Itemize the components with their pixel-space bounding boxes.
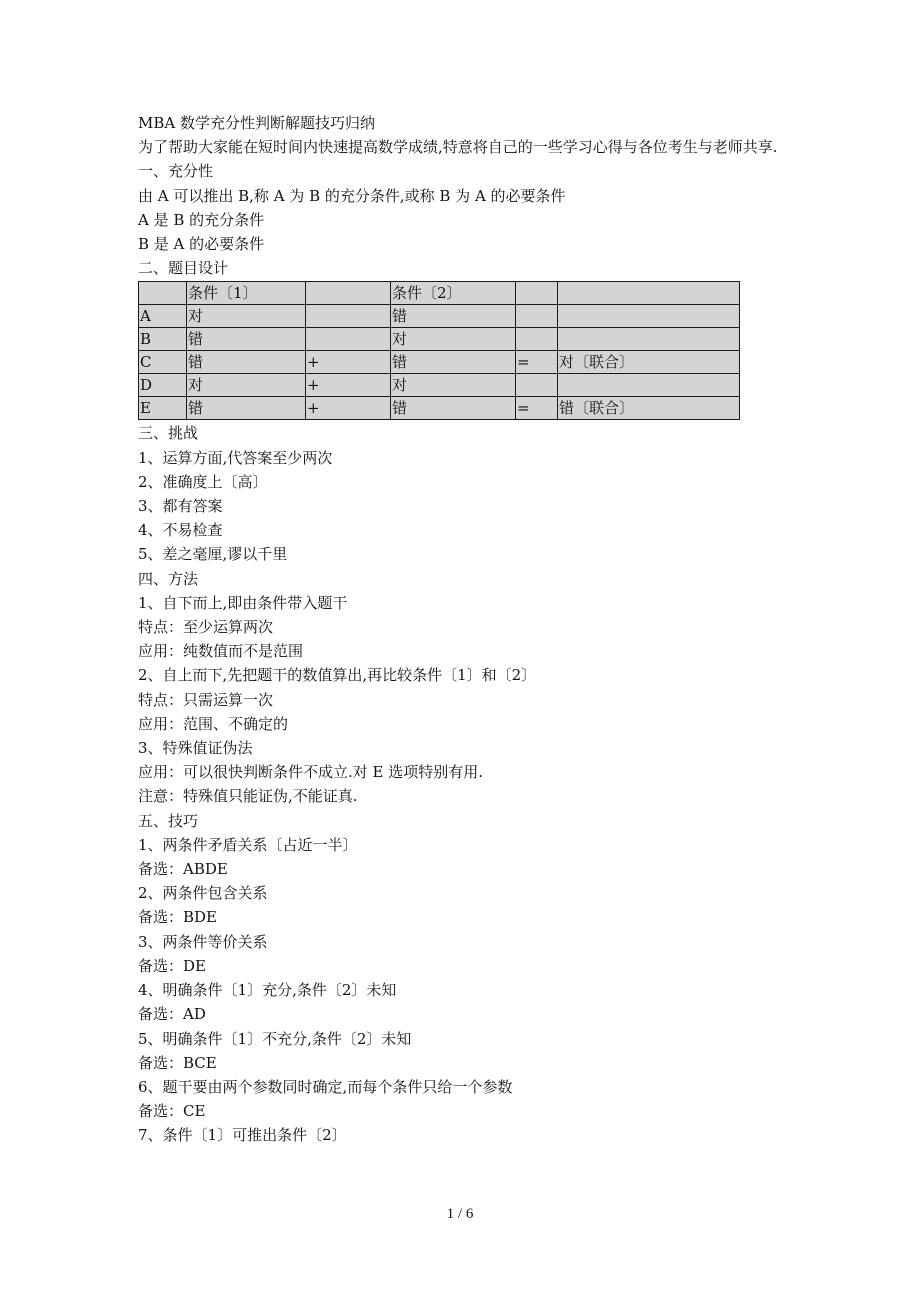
conditions-table xyxy=(138,281,740,420)
text-line: 5、明确条件〔1〕不充分,条件〔2〕未知 xyxy=(138,1029,412,1048)
section-after-table xyxy=(138,421,788,1147)
table-cell: 错 xyxy=(391,305,516,328)
table-cell xyxy=(558,305,740,328)
table-cell: 条件〔2〕 xyxy=(391,282,516,305)
table-cell xyxy=(306,328,391,351)
table-cell: 对 xyxy=(187,305,306,328)
text-line: 备选：BCE xyxy=(138,1053,217,1072)
document-title: MBA 数学充分性判断解题技巧归纳 xyxy=(138,114,375,132)
table-cell: 错 xyxy=(187,351,306,374)
text-line: 7、条件〔1〕可推出条件〔2〕 xyxy=(138,1126,347,1145)
text-line: 一、充分性 xyxy=(138,162,214,181)
text-line: 五、技巧 xyxy=(138,811,199,830)
text-line: 备选：AD xyxy=(138,1005,206,1024)
table-cell xyxy=(306,305,391,328)
text-line: 备选：CE xyxy=(138,1102,206,1121)
text-line: 1、运算方面,代答案至少两次 xyxy=(138,448,333,467)
table-cell: B xyxy=(139,328,187,351)
text-line: 1、两条件矛盾关系〔占近一半〕 xyxy=(138,835,358,854)
table-cell: = xyxy=(516,397,558,420)
text-line: 4、不易检查 xyxy=(138,521,223,540)
text-line: 三、挑战 xyxy=(138,424,199,443)
table-cell: + xyxy=(306,397,391,420)
document-body xyxy=(138,111,788,1148)
table-cell xyxy=(516,305,558,328)
table-cell xyxy=(558,282,740,305)
text-line: 2、自上而下,先把题干的数值算出,再比较条件〔1〕和〔2〕 xyxy=(138,666,537,685)
text-line: 四、方法 xyxy=(138,569,199,588)
table-cell: 错 xyxy=(187,397,306,420)
text-line: 6、题干要由两个参数同时确定,而每个条件只给一个参数 xyxy=(138,1077,513,1096)
table-cell: C xyxy=(139,351,187,374)
table-cell: A xyxy=(139,305,187,328)
text-line: 注意：特殊值只能证伪,不能证真. xyxy=(138,787,358,806)
table-cell xyxy=(516,374,558,397)
table-cell xyxy=(139,282,187,305)
table-cell: E xyxy=(139,397,187,420)
text-line: 备选：BDE xyxy=(138,908,217,927)
table-cell: D xyxy=(139,374,187,397)
text-line: 备选：ABDE xyxy=(138,860,228,879)
table-cell: 错 xyxy=(391,397,516,420)
table-cell: + xyxy=(306,351,391,374)
table-cell: 对 xyxy=(391,374,516,397)
text-line: 应用：纯数值而不是范围 xyxy=(138,642,304,661)
text-line: 应用：范围、不确定的 xyxy=(138,714,289,733)
text-line: 5、差之毫厘,谬以千里 xyxy=(138,545,288,564)
text-line: 特点：至少运算两次 xyxy=(138,618,274,637)
text-line: 1、自下而上,即由条件带入题干 xyxy=(138,593,348,612)
text-line: 3、特殊值证伪法 xyxy=(138,739,253,758)
table-row xyxy=(139,282,740,305)
intro-paragraph: 为了帮助大家能在短时间内快速提高数学成绩,特意将自己的一些学习心得与各位考生与老师共享. xyxy=(138,138,778,157)
text-line: 4、明确条件〔1〕充分,条件〔2〕未知 xyxy=(138,981,397,1000)
table-cell: 对〔联合〕 xyxy=(558,351,740,374)
text-line: 3、两条件等价关系 xyxy=(138,932,268,951)
table-row xyxy=(139,374,740,397)
table-cell: 条件〔1〕 xyxy=(187,282,306,305)
table-row xyxy=(139,351,740,374)
section-before-table xyxy=(138,159,788,280)
table-cell: 错 xyxy=(391,351,516,374)
table-row xyxy=(139,328,740,351)
table-cell: 错〔联合〕 xyxy=(558,397,740,420)
table-row xyxy=(139,305,740,328)
text-line: 应用：可以很快判断条件不成立.对 E 选项特别有用. xyxy=(138,763,484,782)
text-line: 由 A 可以推出 B,称 A 为 B 的充分条件,或称 B 为 A 的必要条件 xyxy=(138,186,566,205)
page-number: 1 / 6 xyxy=(446,1206,474,1222)
text-line: 特点：只需运算一次 xyxy=(138,690,274,709)
text-line: B 是 A 的必要条件 xyxy=(138,235,265,254)
text-line: A 是 B 的充分条件 xyxy=(138,210,265,229)
table-cell xyxy=(516,328,558,351)
table-cell xyxy=(516,282,558,305)
table-cell: 对 xyxy=(187,374,306,397)
table-cell: 对 xyxy=(391,328,516,351)
table-cell: + xyxy=(306,374,391,397)
table-cell: = xyxy=(516,351,558,374)
text-line: 2、准确度上〔高〕 xyxy=(138,472,268,491)
table-cell xyxy=(558,374,740,397)
table-row xyxy=(139,397,740,420)
text-line: 2、两条件包含关系 xyxy=(138,884,268,903)
text-line: 二、题目设计 xyxy=(138,259,229,278)
table-cell xyxy=(558,328,740,351)
table-cell xyxy=(306,282,391,305)
text-line: 3、都有答案 xyxy=(138,497,223,516)
text-line: 备选：DE xyxy=(138,956,206,975)
table-cell: 错 xyxy=(187,328,306,351)
